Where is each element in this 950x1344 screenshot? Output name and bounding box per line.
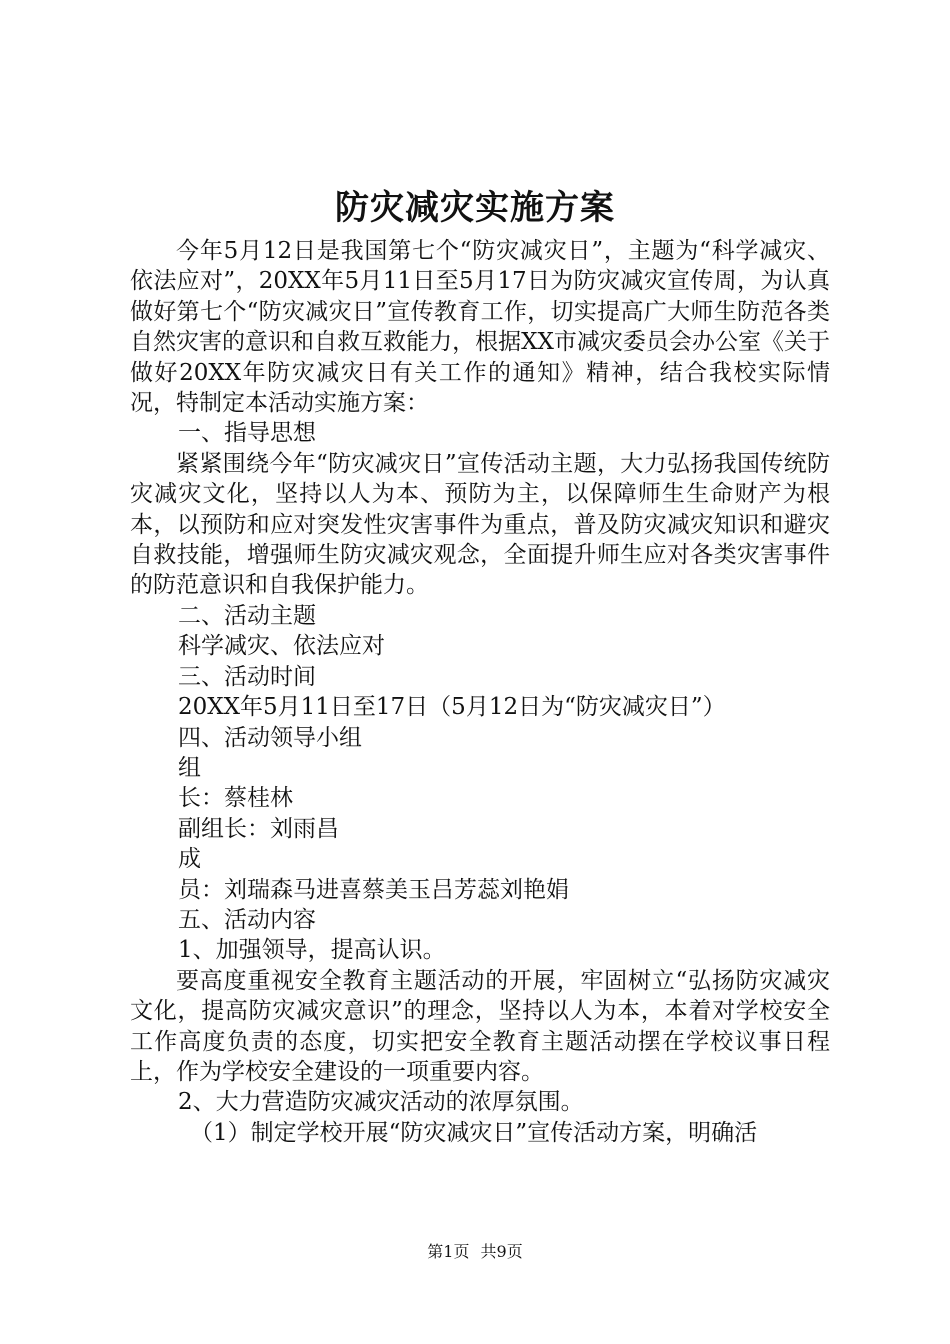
- subsection-strengthen-leadership: 1、加强领导，提高认识。: [178, 937, 446, 964]
- members-label-line2: 员：刘瑞森马进喜蔡美玉吕芳蕊刘艳娟: [178, 876, 569, 903]
- item-1-plan: （1）制定学校开展“防灾减灾日”宣传活动方案，明确活: [190, 1119, 758, 1146]
- activity-time-text: 20XX年5月11日至17日（5月12日为“防灾减灾日”）: [178, 694, 726, 721]
- section-heading-guiding-thought: 一、指导思想: [178, 420, 316, 447]
- activity-theme-text: 科学减灾、依法应对: [178, 633, 385, 660]
- document-title: 防灾减灾实施方案: [335, 188, 615, 228]
- page-total: 共9页: [480, 1242, 523, 1261]
- subsection-atmosphere: 2、大力营造防灾减灾活动的浓厚氛围。: [178, 1089, 584, 1116]
- leader-label-line2: 长：蔡桂林: [178, 785, 293, 812]
- section-heading-activity-content: 五、活动内容: [178, 906, 316, 933]
- guiding-thought-paragraph: 紧紧围绕今年“防灾减灾日”宣传活动主题，大力弘扬我国传统防灾减灾文化，坚持以人为本、预防为主，以保障师生生命财产为根本，以预防和应对突发性灾害事件为重点，普及防灾减灾知识和避灾自救技能，增强师生防灾减灾观念，全面提升师生应对各类灾害事件的防范意识和自我保护能力。: [130, 450, 830, 599]
- deputy-leader-line: 副组长：刘雨昌: [178, 815, 339, 842]
- document-body: [130, 236, 830, 1148]
- section-heading-activity-theme: 二、活动主题: [178, 602, 316, 629]
- page-number: 第1页: [427, 1242, 470, 1261]
- members-label-line1: 成: [178, 846, 201, 873]
- leader-label-line1: 组: [178, 754, 201, 781]
- section-heading-leadership-group: 四、活动领导小组: [178, 724, 362, 751]
- page-footer: [0, 1240, 950, 1264]
- intro-paragraph: 今年5月12日是我国第七个“防灾减灾日”，主题为“科学减灾、依法应对”，20XX年5月11日至5月17日为防灾减灾宣传周，为认真做好第七个“防灾减灾日”宣传教育工作，切实提高广大师生防范各类自然灾害的意识和自救互救能力，根据XX市减灾委员会办公室《关于做好20XX年防灾减灾日有关工作的通知》精神，结合我校实际情况，特制定本活动实施方案：: [130, 238, 830, 417]
- strengthen-leadership-paragraph: 要高度重视安全教育主题活动的开展，牢固树立“弘扬防灾减灾文化，提高防灾减灾意识”的理念，坚持以人为本，本着对学校安全工作高度负责的态度，切实把安全教育主题活动摆在学校议事日程上，作为学校安全建设的一项重要内容。: [130, 967, 830, 1085]
- section-heading-activity-time: 三、活动时间: [178, 663, 316, 690]
